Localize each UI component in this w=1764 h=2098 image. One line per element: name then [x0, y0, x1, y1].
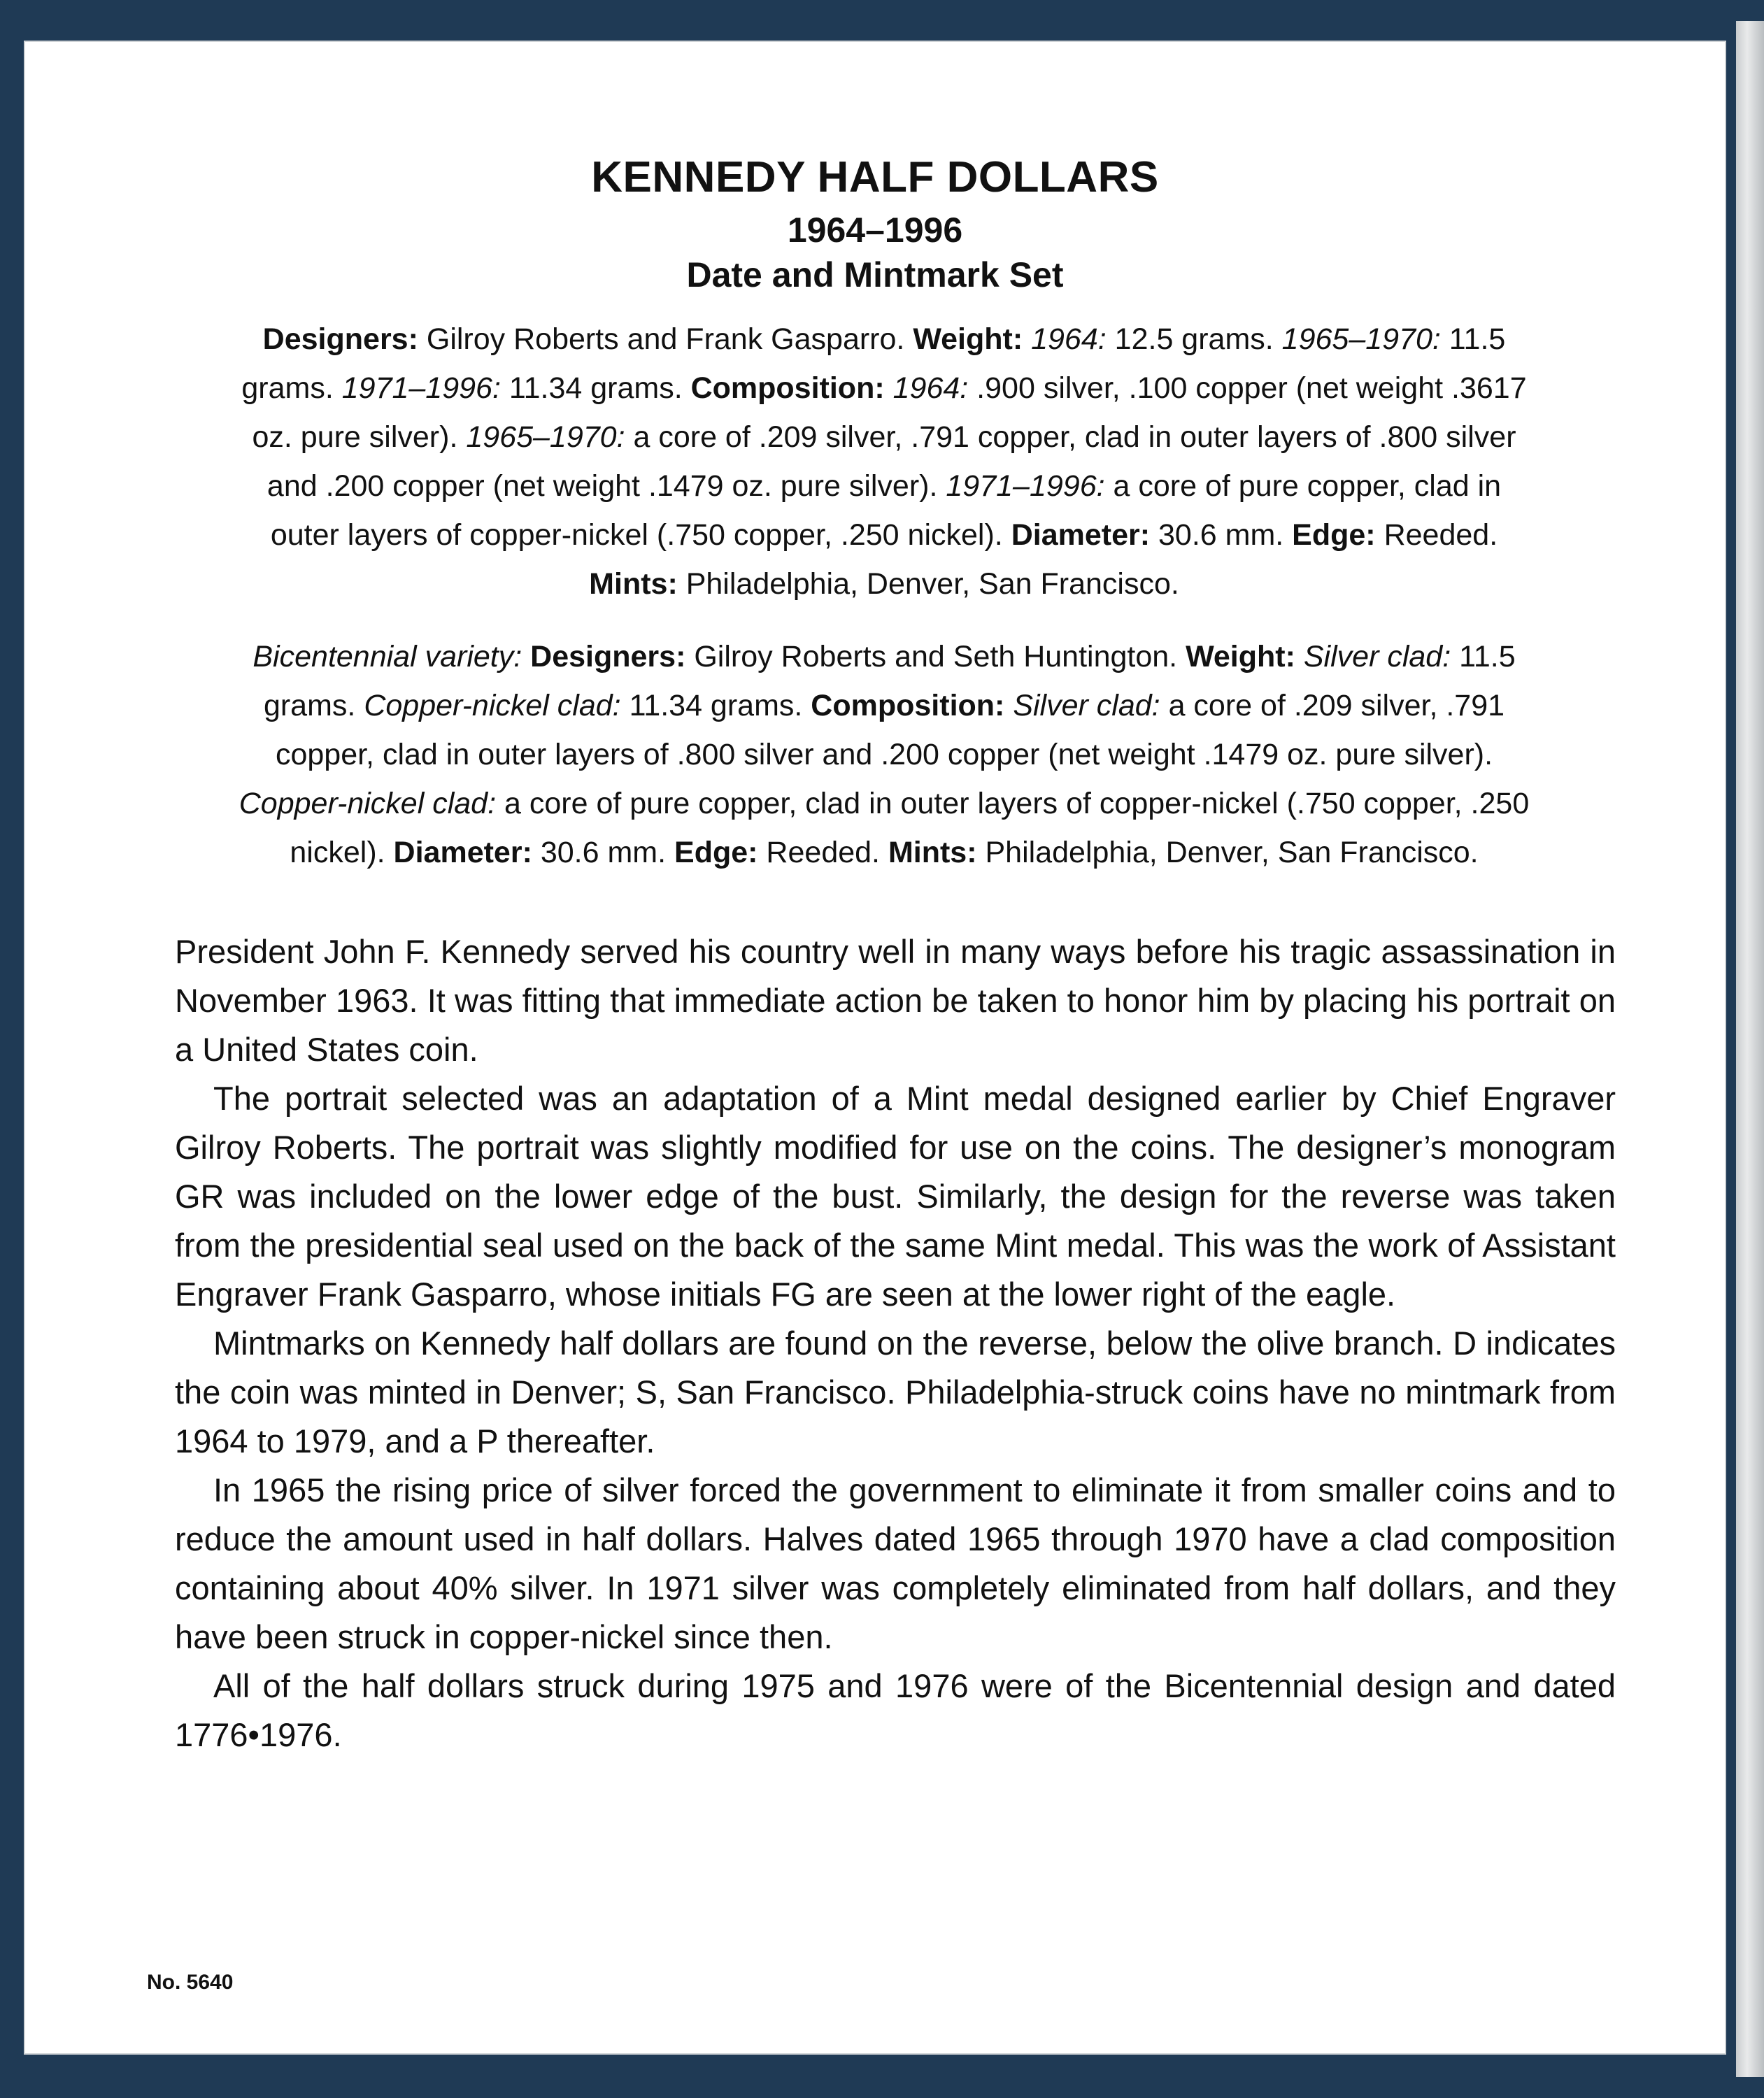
spec-sublabel: Copper-nickel clad: — [239, 787, 497, 820]
spec-value: 11.5 grams. — [263, 640, 1516, 722]
catalog-number: No. 5640 — [147, 1971, 234, 1994]
spec-value: 11.34 grams. — [500, 371, 691, 405]
paragraph: In 1965 the rising price of silver forced the government to eliminate it from smaller coins and to reduce the amount used in half dollars. Halves dated 1965 through 1970 have a clad composition containing about 40% silver. In 1971 silver was completely eliminated from half dollars, and they have been struck in copper-nickel since then. — [175, 1471, 1616, 1655]
album-spine — [1736, 21, 1764, 2077]
bicentennial-specifications — [234, 632, 1535, 877]
spec-value: Reeded. — [757, 836, 888, 869]
spec-value: 30.6 mm. — [1150, 518, 1293, 552]
spec-value: Philadelphia, Denver, San Francisco. — [976, 836, 1479, 869]
spec-value: a core of .209 silver, .791 copper, clad in outer layers of .800 silver and .200 copper (net weight .1479 oz. pure silver). — [275, 689, 1505, 771]
spec-sublabel: Copper-nickel clad: — [364, 689, 621, 722]
spec-label: Designers: — [522, 640, 686, 673]
spec-value: 11.34 grams. — [620, 689, 811, 722]
spec-label: Edge: — [1292, 518, 1376, 552]
spec-value: Reeded. — [1375, 518, 1498, 552]
spec-label: Weight: — [1186, 640, 1295, 673]
spec-label: Designers: — [262, 322, 418, 356]
album-page — [24, 41, 1726, 2055]
spec-label: Composition: — [811, 689, 1005, 722]
spec-sublabel: Bicentennial variety: — [252, 640, 522, 673]
paragraph: President John F. Kennedy served his country well in many ways before his tragic assassination in November 1963. It was fitting that immediate action be taken to honor him by placing his portrait on a United States coin. — [175, 933, 1616, 1068]
spec-value: a core of pure copper, clad in outer layers of copper-nickel (.750 copper, .250 nickel). — [270, 469, 1502, 552]
spec-sublabel: Silver clad: — [1004, 689, 1160, 722]
spec-value: a core of .209 silver, .791 copper, clad in outer layers of .800 silver and .200 copper (net weight .1479 oz. pure silver). — [266, 420, 1516, 503]
spec-sublabel: 1965–1970: — [1281, 322, 1441, 356]
spec-value: Gilroy Roberts and Seth Huntington. — [685, 640, 1186, 673]
spec-label: Diameter: — [393, 836, 532, 869]
spec-sublabel: 1971–1996: — [946, 469, 1105, 503]
spec-sublabel: 1971–1996: — [341, 371, 501, 405]
paragraph: The portrait selected was an adaptation of a Mint medal designed earlier by Chief Engraver Gilroy Roberts. The portrait was slightly modified for use on the coins. The designer’s monogram GR was included on the lower edge of the bust. Similarly, the design for the reverse was taken from the presidential seal used on the back of the same Mint medal. This was the work of Assistant Engraver Frank Gasparro, whose initials FG are seen at the lower right of the eagle. — [175, 1080, 1616, 1313]
page-subtitle: Date and Mintmark Set — [686, 255, 1064, 294]
spec-label: Edge: — [674, 836, 758, 869]
spec-sublabel: 1964: — [1023, 322, 1107, 356]
spec-value: 11.5 grams. — [241, 322, 1506, 405]
spec-label: Composition: — [690, 371, 885, 405]
spec-value: 12.5 grams. — [1106, 322, 1282, 356]
spec-sublabel: 1964: — [884, 371, 969, 405]
coin-specifications — [234, 315, 1535, 608]
paragraph: Mintmarks on Kennedy half dollars are found on the reverse, below the olive branch. D indicates the coin was minted in Denver; S, San Francisco. Philadelphia-struck coins have no mintmark from 1964 to 1979, and a P thereafter. — [175, 1325, 1616, 1460]
spec-label: Diameter: — [1011, 518, 1151, 552]
spec-value: a core of pure copper, clad in outer layers of copper-nickel (.750 copper, .250 nickel). — [290, 787, 1530, 869]
spec-sublabel: 1965–1970: — [466, 420, 625, 454]
paragraph: All of the half dollars struck during 1975 and 1976 were of the Bicentennial design and dated 1776•1976. — [175, 1667, 1616, 1753]
spec-value: Philadelphia, Denver, San Francisco. — [677, 567, 1179, 601]
spec-value: .900 silver, .100 copper (net weight .3617 oz. pure silver). — [252, 371, 1527, 454]
page-title: KENNEDY HALF DOLLARS — [591, 153, 1159, 201]
date-range: 1964–1996 — [787, 210, 963, 250]
history-text — [175, 927, 1616, 1760]
spec-sublabel: Silver clad: — [1295, 640, 1451, 673]
spec-label: Mints: — [589, 567, 678, 601]
spec-value: 30.6 mm. — [532, 836, 675, 869]
spec-label: Weight: — [913, 322, 1023, 356]
spec-label: Mints: — [888, 836, 977, 869]
spec-value: Gilroy Roberts and Frank Gasparro. — [418, 322, 913, 356]
